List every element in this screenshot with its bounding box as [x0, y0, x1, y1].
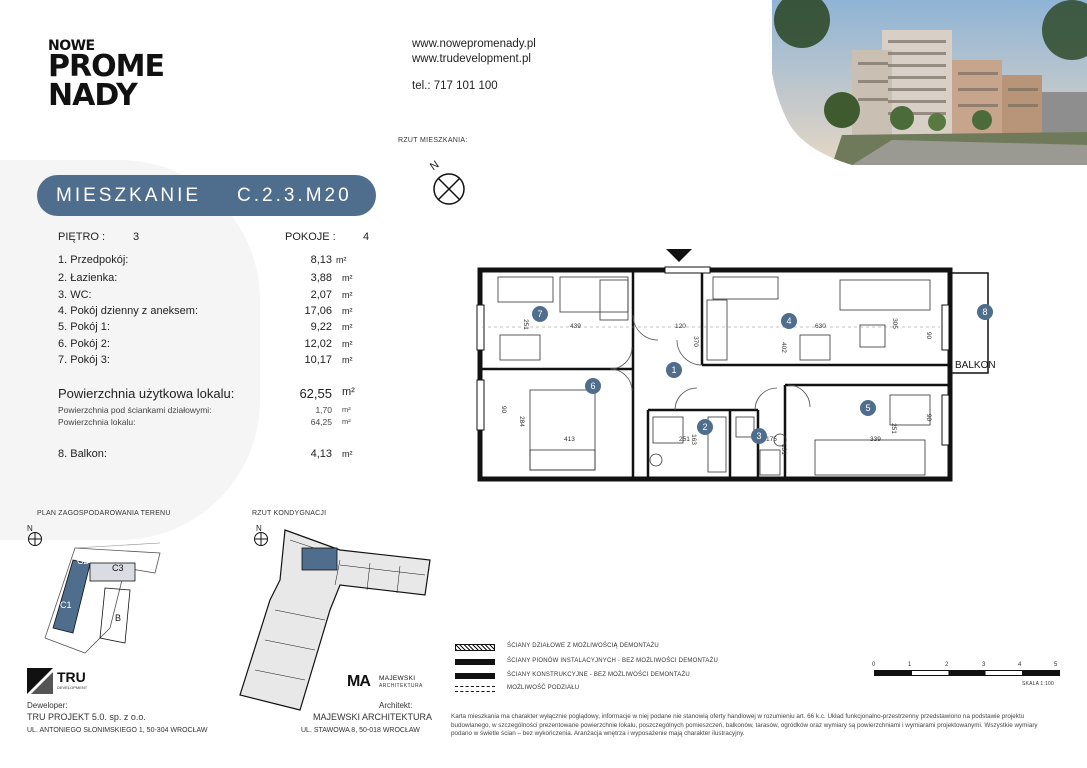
balcony-unit: m² [342, 449, 353, 459]
dimension-label: 439 [570, 323, 581, 330]
dimension-label: 339 [870, 436, 881, 443]
dimension-label: 90 [925, 413, 933, 422]
architect-label: Architekt: [379, 701, 413, 710]
apartment-code: C.2.3.M20 [237, 185, 352, 206]
room-label: 1. Przedpokój: [58, 254, 129, 266]
apartment-area-unit: m² [342, 417, 351, 426]
floor-label: PIĘTRO : [58, 231, 106, 243]
brand-logo [48, 38, 164, 113]
room-label: 4. Pokój dzienny z aneksem: [58, 305, 199, 317]
legend-text: ŚCIANY DZIAŁOWE Z MOŻLIWOŚCIĄ DEMONTAŻU [507, 643, 659, 649]
rooms-count-label: POKOJE : [285, 231, 336, 243]
room-number-4: 4 [781, 313, 797, 329]
scale-tick: 1 [908, 662, 912, 668]
room-area: 17,06 [304, 305, 332, 317]
room-unit: m² [342, 306, 353, 316]
room-number-8: 8 [977, 304, 993, 320]
balcony-label: 8. Balkon: [58, 448, 107, 460]
usable-area-label: Powierzchnia użytkowa lokalu: [58, 386, 235, 401]
site-label-c3: C3 [112, 563, 124, 573]
room-unit: m² [342, 339, 353, 349]
room-number-6: 6 [585, 378, 601, 394]
website-link-2[interactable]: www.trudevelopment.pl [412, 53, 531, 65]
room-number-1: 1 [666, 362, 682, 378]
room-area: 3,88 [310, 272, 332, 284]
architect-logo [347, 673, 437, 695]
dimension-label: 305 [890, 318, 898, 329]
developer-logo-subtext: DEVELOPMENT [57, 685, 88, 690]
room-unit: m² [342, 355, 353, 365]
floor-plan-north-label: N [256, 524, 262, 533]
dimension-label: 120 [675, 323, 686, 330]
balcony-plan-label: BALKON [955, 360, 996, 371]
site-plan-north-label: N [27, 524, 33, 533]
svg-text:N: N [427, 158, 442, 174]
brand-line3: NADY [48, 77, 137, 113]
scale-tick: 3 [982, 662, 986, 668]
legend-text: ŚCIANY KONSTRUKCYJNE - BEZ MOŻLIWOŚCI DEMONTAŻU [507, 672, 690, 678]
brand-line2: PROME [48, 49, 164, 85]
developer-label: Deweloper: [27, 701, 68, 710]
developer-logo [27, 668, 117, 696]
contact-block [412, 37, 536, 67]
architect-address: UL. STAWOWA 8, 50-018 WROCŁAW [301, 727, 420, 734]
scale-tick: 4 [1018, 662, 1022, 668]
apartment-plan-label: RZUT MIESZKANIA: [398, 137, 468, 144]
developer-address: UL. ANTONIEGO SŁONIMSKIEGO 1, 50-304 WROCŁAW [27, 727, 208, 734]
brand-line1: NOWE [48, 38, 95, 54]
dimension-label: 370 [691, 336, 699, 347]
under-walls-label: Powierzchnia pod ściankami działowymi: [58, 405, 212, 415]
architect-name: MAJEWSKI ARCHITEKTURA [313, 712, 433, 722]
room-unit: m² [342, 290, 353, 300]
developer-name: TRU PROJEKT 5.0. sp. z o.o. [27, 712, 146, 722]
usable-area-value: 62,55 [299, 386, 332, 401]
dimension-label: 251 [679, 436, 690, 443]
site-label-b: B [115, 613, 122, 623]
dimension-label: 413 [564, 436, 575, 443]
floor-plan-title: RZUT KONDYGNACJI [252, 510, 327, 517]
site-plan-title: PLAN ZAGOSPODAROWANIA TERENU [37, 510, 171, 517]
room-area: 8,13 [310, 254, 332, 266]
building-photo [742, 0, 1087, 165]
under-walls-unit: m² [342, 405, 351, 414]
dimension-label: 402 [779, 342, 787, 353]
dimension-label: 90 [500, 405, 508, 414]
room-number-3: 3 [751, 428, 767, 444]
scale-tick: 5 [1054, 662, 1058, 668]
legend-swatch-structural [455, 673, 495, 679]
developer-logo-text: TRU [57, 669, 86, 685]
apartment-title-banner [37, 175, 376, 216]
balcony-value: 4,13 [310, 448, 332, 460]
architect-logo-mark: MA [347, 673, 370, 690]
apartment-word: MIESZKANIE [56, 185, 202, 206]
dimension-label: 175 [766, 436, 777, 443]
legend-swatch-division [455, 686, 495, 692]
room-area: 12,02 [304, 338, 332, 350]
room-area: 9,22 [310, 321, 332, 333]
dimension-label: 251 [521, 319, 529, 330]
room-number-7: 7 [532, 306, 548, 322]
room-unit: m² [342, 273, 353, 283]
room-label: 7. Pokój 3: [58, 354, 110, 366]
floor-value: 3 [133, 231, 140, 243]
usable-area-unit: m² [342, 386, 355, 398]
room-label: 3. WC: [58, 289, 92, 301]
legend-text: MOŻLIWOŚĆ PODZIAŁU [507, 685, 580, 691]
room-label: 2. Łazienka: [58, 272, 118, 284]
room-unit: m² [342, 322, 353, 332]
room-label: 5. Pokój 1: [58, 321, 110, 333]
scale-tick: 2 [945, 662, 949, 668]
room-label: 6. Pokój 2: [58, 338, 110, 350]
website-link-1[interactable]: www.nowepromenady.pl [412, 38, 536, 50]
room-area: 2,07 [310, 289, 332, 301]
legend-text: ŚCIANY PIONÓW INSTALACYJNYCH - BEZ MOŻLIWOŚCI DEMONTAŻU [507, 658, 719, 664]
under-walls-value: 1,70 [315, 405, 332, 415]
apartment-floor-plan [470, 245, 1010, 485]
site-plan-map [35, 528, 165, 658]
room-unit: m² [336, 255, 347, 265]
site-label-c2: C2 [77, 556, 89, 566]
legend-swatch-installation [455, 659, 495, 665]
room-number-2: 2 [697, 419, 713, 435]
dimension-label: 630 [815, 323, 826, 330]
decorative-shape [0, 160, 260, 540]
apartment-area-value: 64,25 [310, 417, 332, 427]
disclaimer: Karta mieszkania ma charakter wyłącznie poglądowy, informacje w niej podane nie stanowią oferty handlowej w rozumieniu art. 66 k.c. Układ funkcjonalno-przestrzenny przedstawiono na podstawie projektu budowlanego, w szczególności prezentowane powierzchnie lokalu, poszczególnych pomieszczeń, balkonów, tarasów, ogródków oraz wymiary są powierzchniami i wymiarami projektowanymi. Wszystkie wymiary podano w świetle ścian – bez wykończenia. Aranżacja wnętrza i wyposażenie mają charakter ilustracyjny. [451, 713, 1038, 737]
architect-logo-text1: MAJEWSKI [379, 675, 416, 682]
dimension-label: 251 [889, 423, 897, 434]
dimension-label: 131 [779, 444, 787, 455]
scale-label: SKALA 1:100 [1022, 681, 1054, 687]
site-label-c1: C1 [60, 600, 72, 610]
scale-bar-graphic [874, 670, 1060, 676]
dimension-label: 90 [925, 331, 933, 340]
room-number-5: 5 [860, 400, 876, 416]
rooms-count-value: 4 [363, 231, 370, 243]
apartment-area-label: Powierzchnia lokalu: [58, 417, 136, 427]
room-area: 10,17 [304, 354, 332, 366]
legend-swatch-partition [455, 644, 495, 651]
dimension-label: 284 [517, 416, 525, 427]
north-compass-icon [425, 158, 470, 208]
scale-tick: 0 [872, 662, 876, 668]
architect-logo-text2: ARCHITEKTURA [379, 683, 423, 689]
phone-number: tel.: 717 101 100 [412, 80, 498, 92]
dimension-label: 163 [689, 434, 697, 445]
